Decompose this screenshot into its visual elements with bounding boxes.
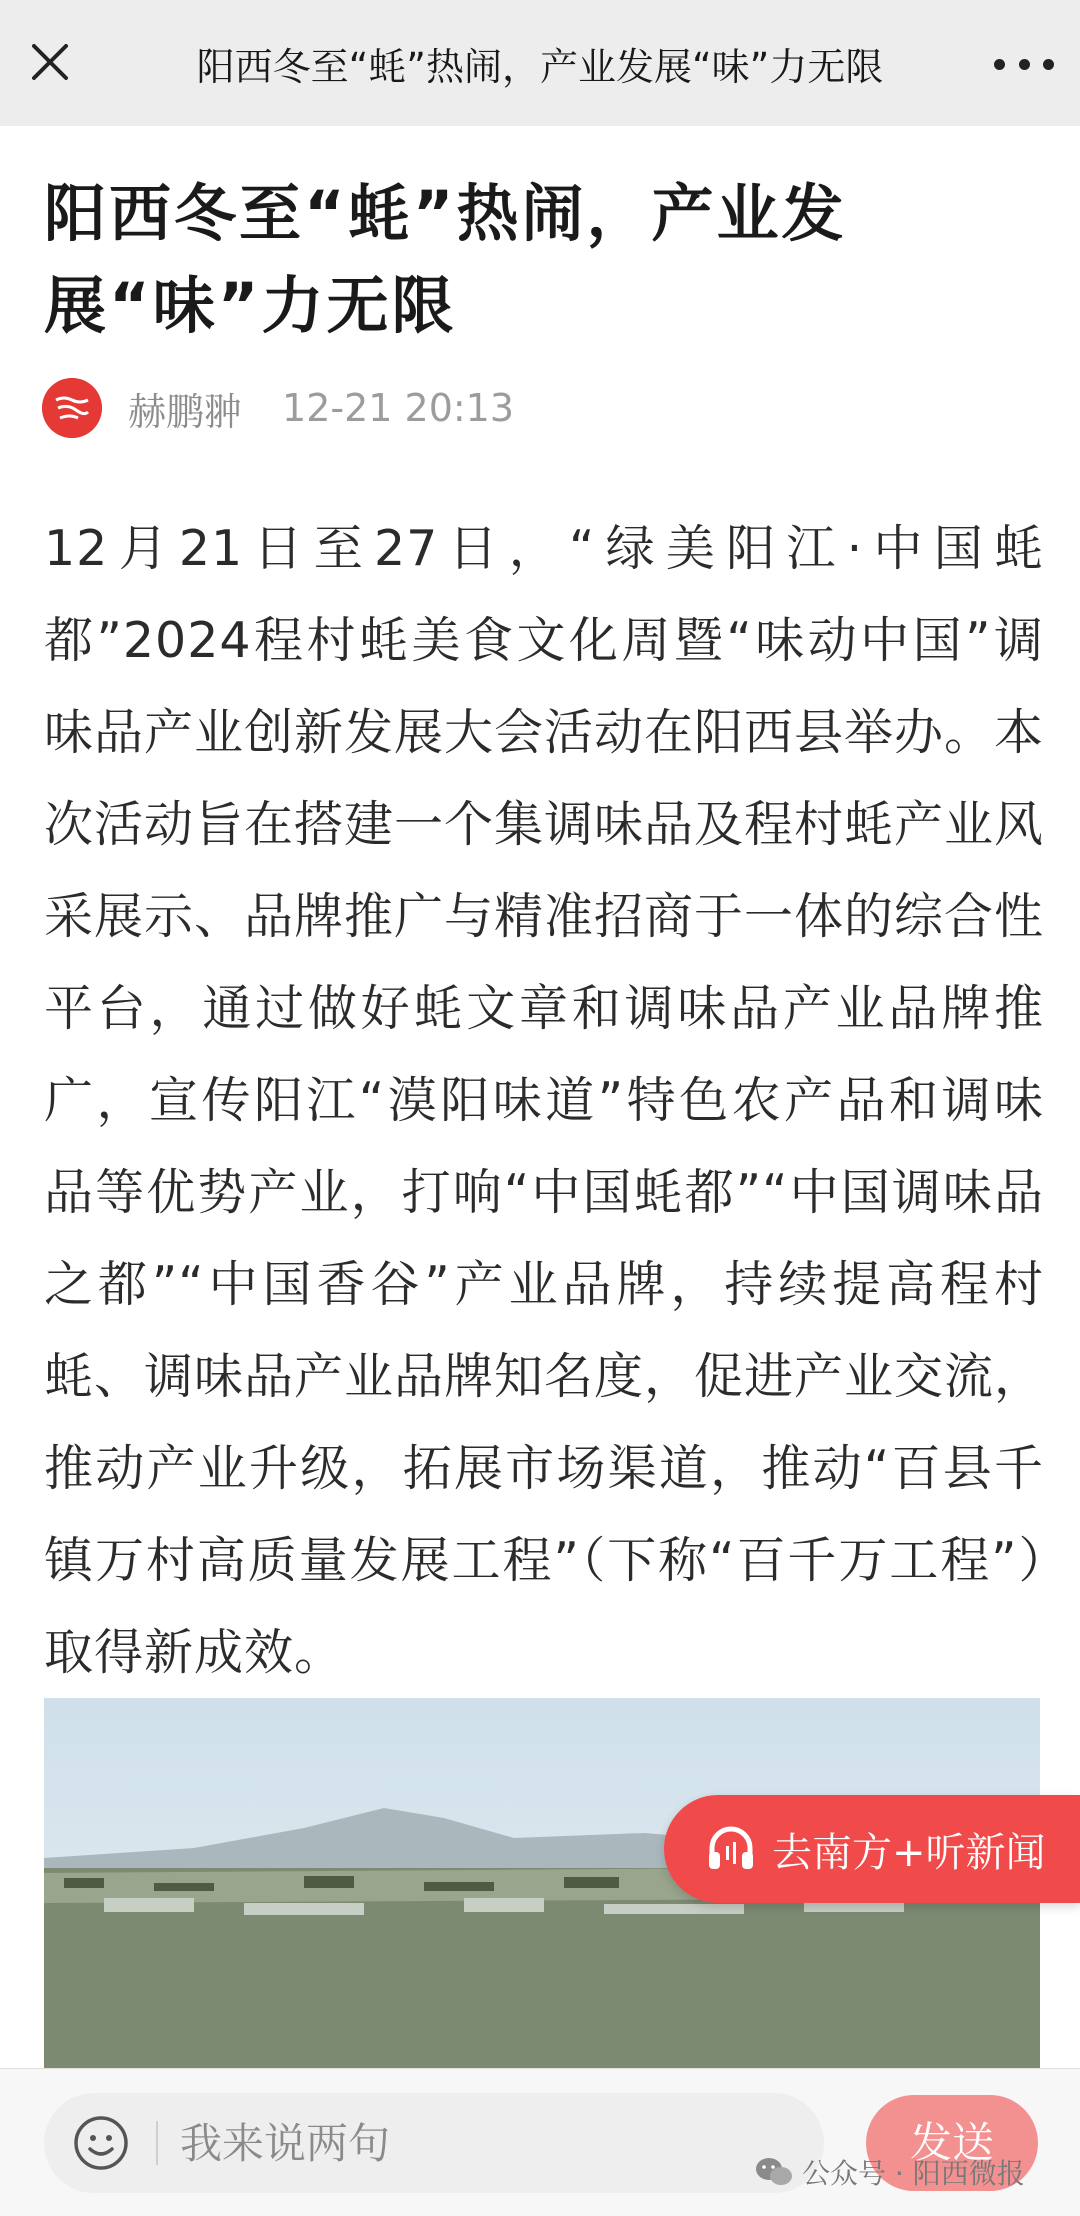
comment-box[interactable] bbox=[44, 2093, 824, 2193]
more-dot bbox=[994, 59, 1005, 70]
more-icon[interactable] bbox=[994, 44, 1054, 84]
close-icon[interactable] bbox=[26, 38, 74, 86]
nanfang-logo[interactable] bbox=[42, 378, 102, 438]
headphones-icon bbox=[704, 1822, 758, 1876]
comment-input[interactable] bbox=[180, 2119, 740, 2168]
watermark-text: 公众号 · 阳西微报 bbox=[802, 2157, 1025, 2190]
article-paragraph: 12月21日至27日，“绿美阳江·中国蚝都”2024程村蚝美食文化周暨“味动中国”调味品产业创新发展大会活动在阳西县举办。本次活动旨在搭建一个集调味品及程村蚝产业风采展示、品牌推广与精准招商于一体的综合性平台，通过做好蚝文章和调味品产业品牌推广，宣传阳江“漠阳味道”特色农产品和调味品等优势产业，打响“中国蚝都”“中国调味品之都”“中国香谷”产业品牌，持续提高程村蚝、调味品产业品牌知名度，促进产业交流，推动产业升级，拓展市场渠道，推动“百县千镇万村高质量发展工程”（下称“百千万工程”）取得新成效。 bbox=[44, 520, 1045, 1681]
top-navigation-bar bbox=[0, 0, 1080, 126]
article-meta bbox=[42, 376, 514, 440]
page-title: 阳西冬至“蚝”热闹，产业发展“味”力无限 bbox=[196, 44, 884, 89]
listen-news-label: 去南方+听新闻 bbox=[772, 1829, 1046, 1876]
author-name[interactable]: 赫鹏翀 bbox=[128, 389, 243, 434]
divider bbox=[156, 2121, 158, 2165]
account-watermark bbox=[754, 2150, 1025, 2194]
more-dot bbox=[1043, 59, 1054, 70]
emoji-icon[interactable] bbox=[72, 2114, 130, 2172]
send-button[interactable]: 发送 bbox=[866, 2095, 1038, 2191]
article-headline: 阳西冬至“蚝”热闹，产业发展“味”力无限 bbox=[44, 177, 847, 342]
publish-time: 12-21 20:13 bbox=[282, 386, 515, 430]
more-dot bbox=[1019, 59, 1030, 70]
wechat-icon bbox=[754, 2156, 794, 2188]
listen-news-button[interactable] bbox=[664, 1795, 1080, 1903]
